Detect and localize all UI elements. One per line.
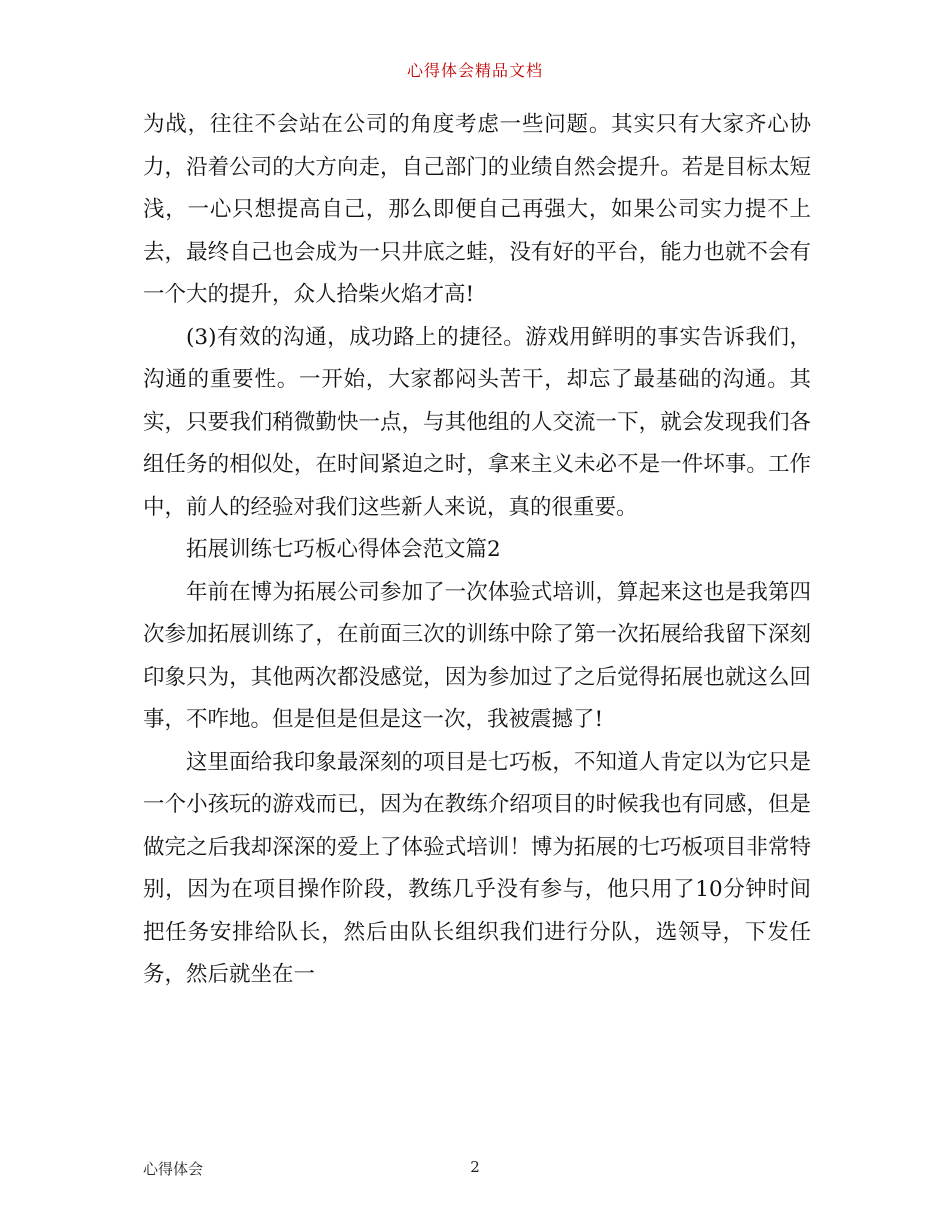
document-body <box>143 104 811 997</box>
footer-label: 心得体会 <box>143 1160 204 1178</box>
section-heading: 拓展训练七巧板心得体会范文篇2 <box>186 537 501 562</box>
paragraph-tangram: 这里面给我印象最深刻的项目是七巧板，不知道人肯定以为它只是一个小孩玩的游戏而已，因为在教练介绍项目的时候我也有同感，但是做完之后我却深深的爱上了体验式培训！博为拓展的七巧板项目非常特别，因为在项目操作阶段，教练几乎没有参与，他只用了10分钟时间把任务安排给队长，然后由队长组织我们进行分队，选领导，下发任务，然后就坐在一 <box>143 749 811 987</box>
paragraph-continuation: 为战，往往不会站在公司的角度考虑一些问题。其实只有大家齐心协力，沿着公司的大方向走，自己部门的业绩自然会提升。若是目标太短浅，一心只想提高自己，那么即便自己再强大，如果公司实力提不上去，最终自己也会成为一只井底之蛙，没有好的平台，能力也就不会有一个大的提升，众人拾柴火焰才高! <box>143 112 811 307</box>
paragraph-communication: (3)有效的沟通，成功路上的捷径。游戏用鲜明的事实告诉我们，沟通的重要性。一开始，大家都闷头苦干，却忘了最基础的沟通。其实，只要我们稍微勤快一点，与其他组的人交流一下，就会发现我们各组任务的相似处，在时间紧迫之时，拿来主义未必不是一件坏事。工作中，前人的经验对我们这些新人来说，真的很重要。 <box>143 324 811 520</box>
page-number: 2 <box>470 1158 480 1176</box>
document-header: 心得体会精品文档 <box>406 61 543 80</box>
paragraph-intro: 年前在博为拓展公司参加了一次体验式培训，算起来这也是我第四次参加拓展训练了，在前面三次的训练中除了第一次拓展给我留下深刻印象只为，其他两次都没感觉，因为参加过了之后觉得拓展也就这么回事，不咋地。但是但是但是这一次，我被震撼了! <box>143 579 811 732</box>
